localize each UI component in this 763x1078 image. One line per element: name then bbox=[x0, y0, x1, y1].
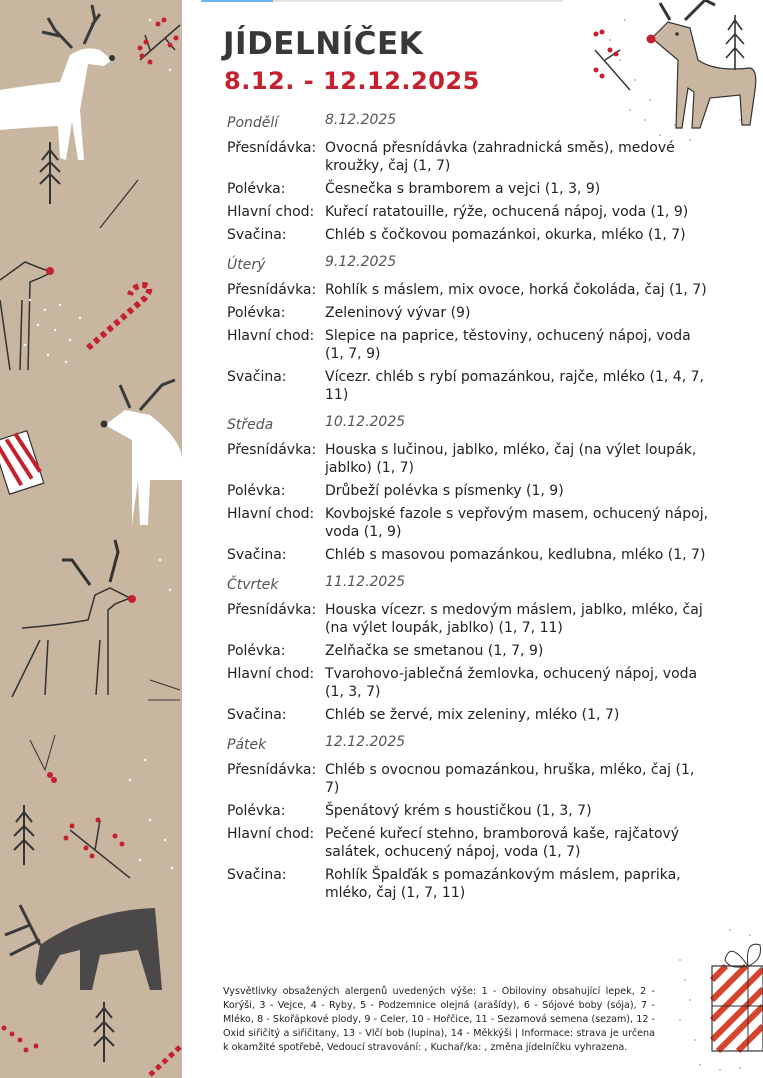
meal-label: Polévka: bbox=[227, 181, 286, 197]
day-block-tuesday bbox=[227, 256, 717, 404]
meal-row bbox=[227, 226, 717, 244]
reindeer-icon bbox=[5, 905, 162, 990]
meal-row bbox=[227, 761, 717, 797]
meal-row bbox=[227, 601, 717, 637]
meal-row bbox=[227, 482, 717, 500]
meal-value: Chléb s ovocnou pomazánkou, hruška, mléko, čaj (1, 7) bbox=[325, 762, 695, 796]
meal-label: Svačina: bbox=[227, 227, 287, 243]
day-date: 9.12.2025 bbox=[325, 254, 397, 270]
meal-value: Houska vícezr. s medovým máslem, jablko, mléko, čaj (na výlet loupák, jablko) (1, 7, 11) bbox=[325, 602, 703, 636]
meal-label: Hlavní chod: bbox=[227, 826, 315, 842]
meal-row bbox=[227, 304, 717, 322]
meal-label: Hlavní chod: bbox=[227, 328, 315, 344]
day-block-friday bbox=[227, 736, 717, 902]
day-date: 10.12.2025 bbox=[325, 414, 406, 430]
day-name: Středa bbox=[227, 417, 274, 433]
meal-value: Tvarohovo-jablečná žemlovka, ochucený nápoj, voda (1, 3, 7) bbox=[325, 666, 698, 700]
meal-value: Rohlík Špalďák s pomazánkovým máslem, paprika, mléko, čaj (1, 7, 11) bbox=[325, 867, 681, 901]
day-block-thursday bbox=[227, 576, 717, 724]
reindeer-icon bbox=[0, 5, 115, 160]
meal-label: Svačina: bbox=[227, 867, 287, 883]
weekly-menu bbox=[227, 114, 717, 914]
day-name: Čtvrtek bbox=[227, 577, 279, 593]
gift-box-icon bbox=[0, 430, 44, 494]
meal-row bbox=[227, 203, 717, 221]
meal-label: Přesnídávka: bbox=[227, 762, 317, 778]
meal-value: Česnečka s bramborem a vejci (1, 3, 9) bbox=[325, 181, 601, 197]
berry-branch-icon bbox=[64, 818, 131, 879]
christmas-tree-icon bbox=[726, 15, 744, 70]
day-block-wednesday bbox=[227, 416, 717, 564]
holly-icon bbox=[30, 680, 180, 783]
meal-value: Drůbeží polévka s písmenky (1, 9) bbox=[325, 483, 564, 499]
christmas-tree-icon bbox=[14, 805, 34, 865]
meal-label: Svačina: bbox=[227, 369, 287, 385]
meal-label: Přesnídávka: bbox=[227, 442, 317, 458]
meal-value: Kovbojské fazole s vepřovým masem, ochucený nápoj, voda (1, 9) bbox=[325, 506, 709, 540]
berry-branch-icon bbox=[594, 30, 631, 91]
reindeer-icon bbox=[0, 262, 52, 370]
christmas-tree-icon bbox=[94, 1002, 114, 1062]
meal-label: Polévka: bbox=[227, 803, 286, 819]
meal-label: Svačina: bbox=[227, 547, 287, 563]
berry-branch-icon bbox=[138, 18, 181, 65]
meal-value: Špenátový krém s houstičkou (1, 3, 7) bbox=[325, 803, 592, 819]
meal-row bbox=[227, 866, 717, 902]
meal-row bbox=[227, 706, 717, 724]
meal-value: Pečené kuřecí stehno, bramborová kaše, rajčatový salátek, ochucený nápoj, voda (1, 7) bbox=[325, 826, 680, 860]
leaf-sprig-icon bbox=[100, 180, 138, 228]
meal-label: Přesnídávka: bbox=[227, 282, 317, 298]
meal-value: Kuřecí ratatouille, rýže, ochucená nápoj, voda (1, 9) bbox=[325, 204, 689, 220]
meal-label: Hlavní chod: bbox=[227, 204, 315, 220]
meal-value: Vícezr. chléb s rybí pomazánkou, rajče, mléko (1, 4, 7, 11) bbox=[325, 369, 704, 403]
meal-row bbox=[227, 139, 717, 175]
christmas-tree-icon bbox=[40, 142, 60, 204]
meal-value: Chléb s čočkovou pomazánkoi, okurka, mléko (1, 7) bbox=[325, 227, 686, 243]
pattern-art bbox=[0, 0, 182, 1078]
meal-label: Hlavní chod: bbox=[227, 506, 315, 522]
meal-row bbox=[227, 281, 717, 299]
meal-label: Přesnídávka: bbox=[227, 140, 317, 156]
meal-value: Slepice na paprice, těstoviny, ochucený nápoj, voda (1, 7, 9) bbox=[325, 328, 691, 362]
meal-value: Zelňačka se smetanou (1, 7, 9) bbox=[325, 643, 544, 659]
allergen-legend-footnote: Vysvětlivky obsažených alergenů uvedených výše: 1 - Obiloviny obsahující lepek, 2 - Korýši, 3 - Vejce, 4 - Ryby, 5 - Podzemnice olejná (arašídy), 6 - Sójové boby (sója), 7 - Mléko, 8 - Skořápkové plody, 9 - Celer, 10 - Hořčice, 11 - Sezamová semena (sezam), 12 - Oxid siřičitý a siřičitany, 13 - Vlčí bob (lupina), 14 - Měkkýši | Informace: strava je určena k okamžité spotřebě, Vedoucí stravování: , Kuchař/ka: , změna jídelníčku vyhrazena. bbox=[223, 986, 655, 1053]
day-date: 8.12.2025 bbox=[325, 112, 397, 128]
candy-cane-icon bbox=[88, 285, 149, 348]
meal-label: Svačina: bbox=[227, 707, 287, 723]
meal-row bbox=[227, 825, 717, 861]
meal-value: Chléb s masovou pomazánkou, kedlubna, mléko (1, 7) bbox=[325, 547, 706, 563]
meal-row bbox=[227, 802, 717, 820]
berry-branch-icon bbox=[2, 1026, 39, 1053]
meal-row bbox=[227, 441, 717, 477]
christmas-pattern-sidebar bbox=[0, 0, 182, 1078]
meal-row bbox=[227, 327, 717, 363]
meal-row bbox=[227, 546, 717, 564]
meal-value: Houska s lučinou, jablko, mléko, čaj (na výlet loupák, jablko) (1, 7) bbox=[325, 442, 697, 476]
date-range: 8.12. - 12.12.2025 bbox=[224, 67, 480, 95]
candy-cane-icon bbox=[150, 1045, 182, 1075]
reindeer-icon bbox=[12, 540, 130, 697]
day-block-monday bbox=[227, 114, 717, 244]
meal-label: Polévka: bbox=[227, 305, 286, 321]
reindeer-icon bbox=[101, 380, 183, 525]
progress-fill bbox=[201, 0, 273, 2]
meal-value: Rohlík s máslem, mix ovoce, horká čokoláda, čaj (1, 7) bbox=[325, 282, 707, 298]
reindeer-icon bbox=[647, 0, 756, 128]
meal-row bbox=[227, 180, 717, 198]
page-title: JÍDELNÍČEK bbox=[223, 26, 424, 62]
day-date: 12.12.2025 bbox=[325, 734, 406, 750]
meal-value: Ovocná přesnídávka (zahradnická směs), medové kroužky, čaj (1, 7) bbox=[325, 140, 675, 174]
meal-row bbox=[227, 642, 717, 660]
meal-label: Polévka: bbox=[227, 483, 286, 499]
gift-decoration-bottom-right bbox=[670, 920, 763, 1078]
day-name: Pondělí bbox=[227, 115, 279, 131]
gift-box-icon bbox=[712, 944, 763, 1051]
day-name: Pátek bbox=[227, 737, 267, 753]
loading-progress-bar bbox=[201, 0, 563, 2]
meal-value: Chléb se žervé, mix zeleniny, mléko (1, 7) bbox=[325, 707, 620, 723]
day-date: 11.12.2025 bbox=[325, 574, 406, 590]
meal-row bbox=[227, 505, 717, 541]
day-name: Úterý bbox=[227, 257, 266, 273]
meal-label: Hlavní chod: bbox=[227, 666, 315, 682]
meal-label: Přesnídávka: bbox=[227, 602, 317, 618]
meal-row bbox=[227, 665, 717, 701]
meal-value: Zeleninový vývar (9) bbox=[325, 305, 471, 321]
meal-label: Polévka: bbox=[227, 643, 286, 659]
meal-row bbox=[227, 368, 717, 404]
